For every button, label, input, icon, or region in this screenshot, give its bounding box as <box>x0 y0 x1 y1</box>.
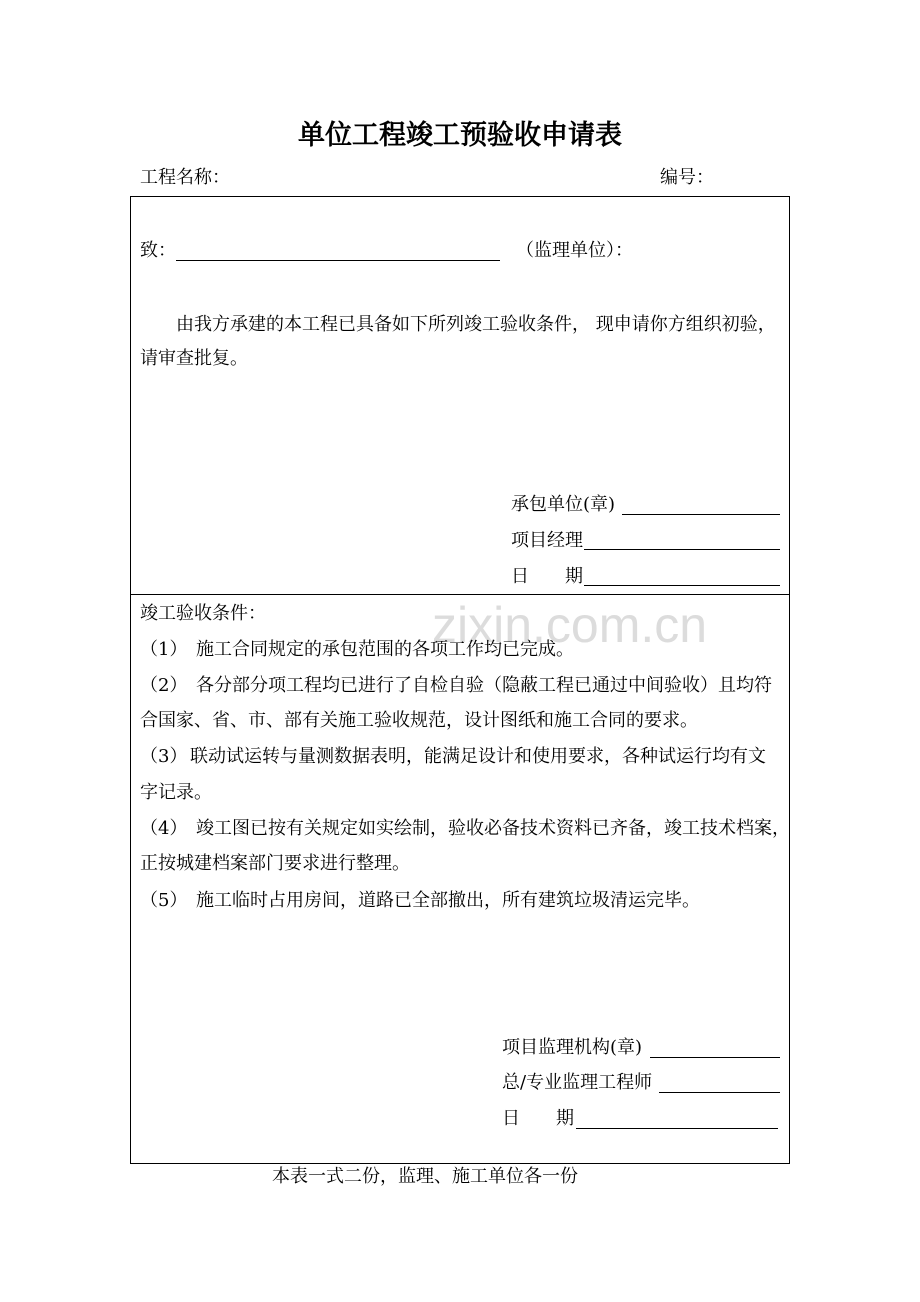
contractor-label: 承包单位(章) <box>511 494 616 515</box>
project-name-label: 工程名称： <box>140 167 230 188</box>
condition-5-number: （5） <box>140 890 188 911</box>
condition-2-text: 各分部分项工程均已进行了自检自验（隐蔽工程已通过中间验收）且均符 <box>196 675 772 696</box>
condition-2-number: （2） <box>140 675 188 696</box>
supervision-date-label: 日 期 <box>502 1108 574 1129</box>
form-title: 单位工程竣工预验收申请表 <box>298 120 622 151</box>
application-date-label: 日 期 <box>511 566 583 587</box>
supervision-engineer-blank-line <box>659 1092 780 1093</box>
condition-4-text: 竣工图已按有关规定如实绘制，验收必备技术资料已齐备，竣工技术档案， <box>196 818 790 839</box>
application-body-line-2: 请审查批复。 <box>140 348 248 369</box>
condition-1-number: （1） <box>140 639 188 660</box>
condition-3-text: 联动试运转与量测数据表明，能满足设计和使用要求，各种试运行均有文 <box>190 746 766 767</box>
condition-3-number: （3） <box>140 746 188 767</box>
manager-blank-line <box>584 549 780 550</box>
supervisor-blank-line <box>176 260 500 261</box>
supervision-date-blank-line <box>576 1128 778 1129</box>
supervisor-suffix: （监理单位）： <box>516 240 633 261</box>
watermark: zixin.com.cn <box>432 597 708 653</box>
condition-3-text-cont: 字记录。 <box>140 782 212 803</box>
condition-4-text-cont: 正按城建档案部门要求进行整理。 <box>140 853 410 874</box>
contractor-blank-line <box>622 514 780 515</box>
to-label: 致： <box>140 240 176 261</box>
application-body-line-1: 由我方承建的本工程已具备如下所列竣工验收条件， 现申请你方组织初验， <box>176 314 776 335</box>
conditions-heading: 竣工验收条件： <box>140 603 266 624</box>
number-label: 编号： <box>660 167 714 188</box>
manager-label: 项目经理 <box>511 530 583 551</box>
supervision-org-label: 项目监理机构(章) <box>502 1037 643 1058</box>
condition-5-text: 施工临时占用房间，道路已全部撤出，所有建筑垃圾清运完毕。 <box>196 890 700 911</box>
supervision-engineer-label: 总/专业监理工程师 <box>502 1072 653 1093</box>
condition-4-number: （4） <box>140 818 188 839</box>
application-date-blank-line <box>584 585 780 586</box>
supervision-org-blank-line <box>650 1057 780 1058</box>
footer-note: 本表一式二份，监理、施工单位各一份 <box>272 1166 578 1187</box>
condition-2-text-cont: 合国家、省、市、部有关施工验收规范，设计图纸和施工合同的要求。 <box>140 710 698 731</box>
condition-1-text: 施工合同规定的承包范围的各项工作均已完成。 <box>196 639 574 660</box>
